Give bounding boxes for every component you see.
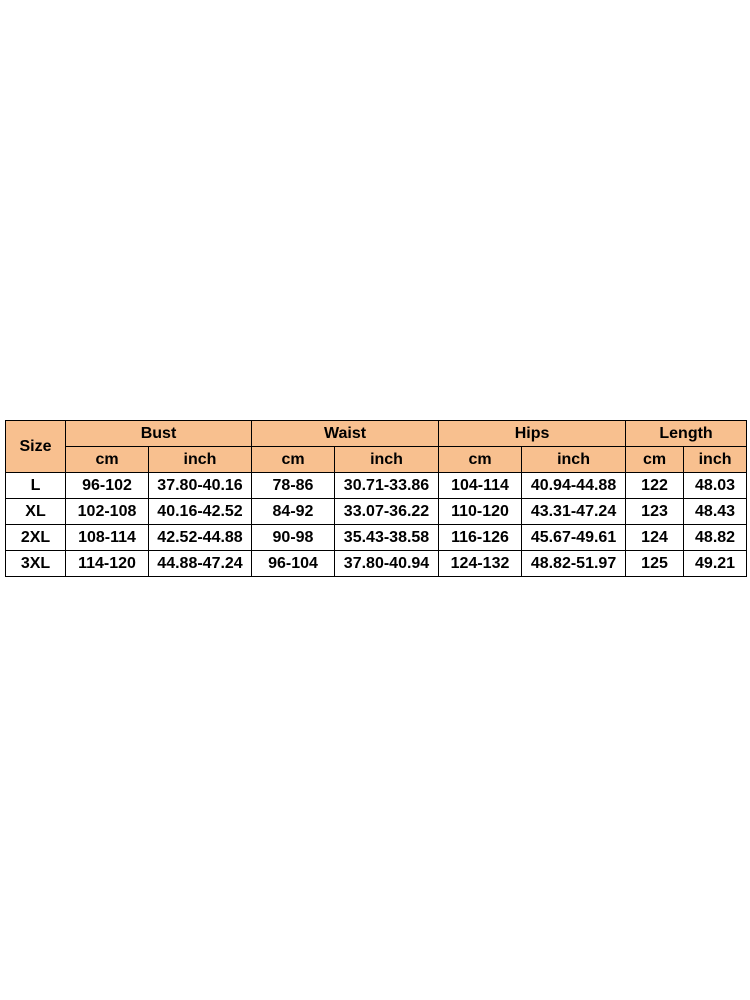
length-inch-header: inch (684, 447, 747, 473)
length-cm-cell: 122 (626, 473, 684, 499)
length-inch-cell: 48.43 (684, 499, 747, 525)
waist-inch-header: inch (335, 447, 439, 473)
waist-group-header: Waist (252, 421, 439, 447)
length-cm-cell: 123 (626, 499, 684, 525)
bust-inch-cell: 37.80-40.16 (149, 473, 252, 499)
hips-inch-cell: 43.31-47.24 (522, 499, 626, 525)
size-chart (5, 420, 746, 577)
bust-cm-cell: 108-114 (66, 525, 149, 551)
waist-inch-cell: 37.80-40.94 (335, 551, 439, 577)
hips-inch-cell: 40.94-44.88 (522, 473, 626, 499)
size-column-header: Size (6, 421, 66, 473)
waist-cm-cell: 96-104 (252, 551, 335, 577)
length-cm-header: cm (626, 447, 684, 473)
bust-inch-cell: 44.88-47.24 (149, 551, 252, 577)
hips-cm-cell: 116-126 (439, 525, 522, 551)
waist-cm-cell: 78-86 (252, 473, 335, 499)
waist-inch-cell: 30.71-33.86 (335, 473, 439, 499)
bust-cm-cell: 114-120 (66, 551, 149, 577)
waist-cm-cell: 90-98 (252, 525, 335, 551)
table-row (6, 525, 747, 551)
size-chart-table (5, 420, 747, 577)
size-cell: L (6, 473, 66, 499)
hips-group-header: Hips (439, 421, 626, 447)
hips-cm-cell: 110-120 (439, 499, 522, 525)
length-cm-cell: 124 (626, 525, 684, 551)
bust-cm-cell: 96-102 (66, 473, 149, 499)
hips-cm-cell: 124-132 (439, 551, 522, 577)
bust-cm-cell: 102-108 (66, 499, 149, 525)
table-row (6, 551, 747, 577)
length-inch-cell: 48.03 (684, 473, 747, 499)
hips-inch-cell: 48.82-51.97 (522, 551, 626, 577)
size-cell: 2XL (6, 525, 66, 551)
waist-cm-cell: 84-92 (252, 499, 335, 525)
waist-inch-cell: 33.07-36.22 (335, 499, 439, 525)
bust-inch-header: inch (149, 447, 252, 473)
bust-cm-header: cm (66, 447, 149, 473)
hips-inch-header: inch (522, 447, 626, 473)
waist-inch-cell: 35.43-38.58 (335, 525, 439, 551)
size-cell: XL (6, 499, 66, 525)
length-inch-cell: 48.82 (684, 525, 747, 551)
bust-inch-cell: 42.52-44.88 (149, 525, 252, 551)
size-cell: 3XL (6, 551, 66, 577)
waist-cm-header: cm (252, 447, 335, 473)
bust-inch-cell: 40.16-42.52 (149, 499, 252, 525)
length-group-header: Length (626, 421, 747, 447)
length-inch-cell: 49.21 (684, 551, 747, 577)
hips-inch-cell: 45.67-49.61 (522, 525, 626, 551)
table-row (6, 499, 747, 525)
bust-group-header: Bust (66, 421, 252, 447)
table-row (6, 473, 747, 499)
hips-cm-cell: 104-114 (439, 473, 522, 499)
hips-cm-header: cm (439, 447, 522, 473)
length-cm-cell: 125 (626, 551, 684, 577)
